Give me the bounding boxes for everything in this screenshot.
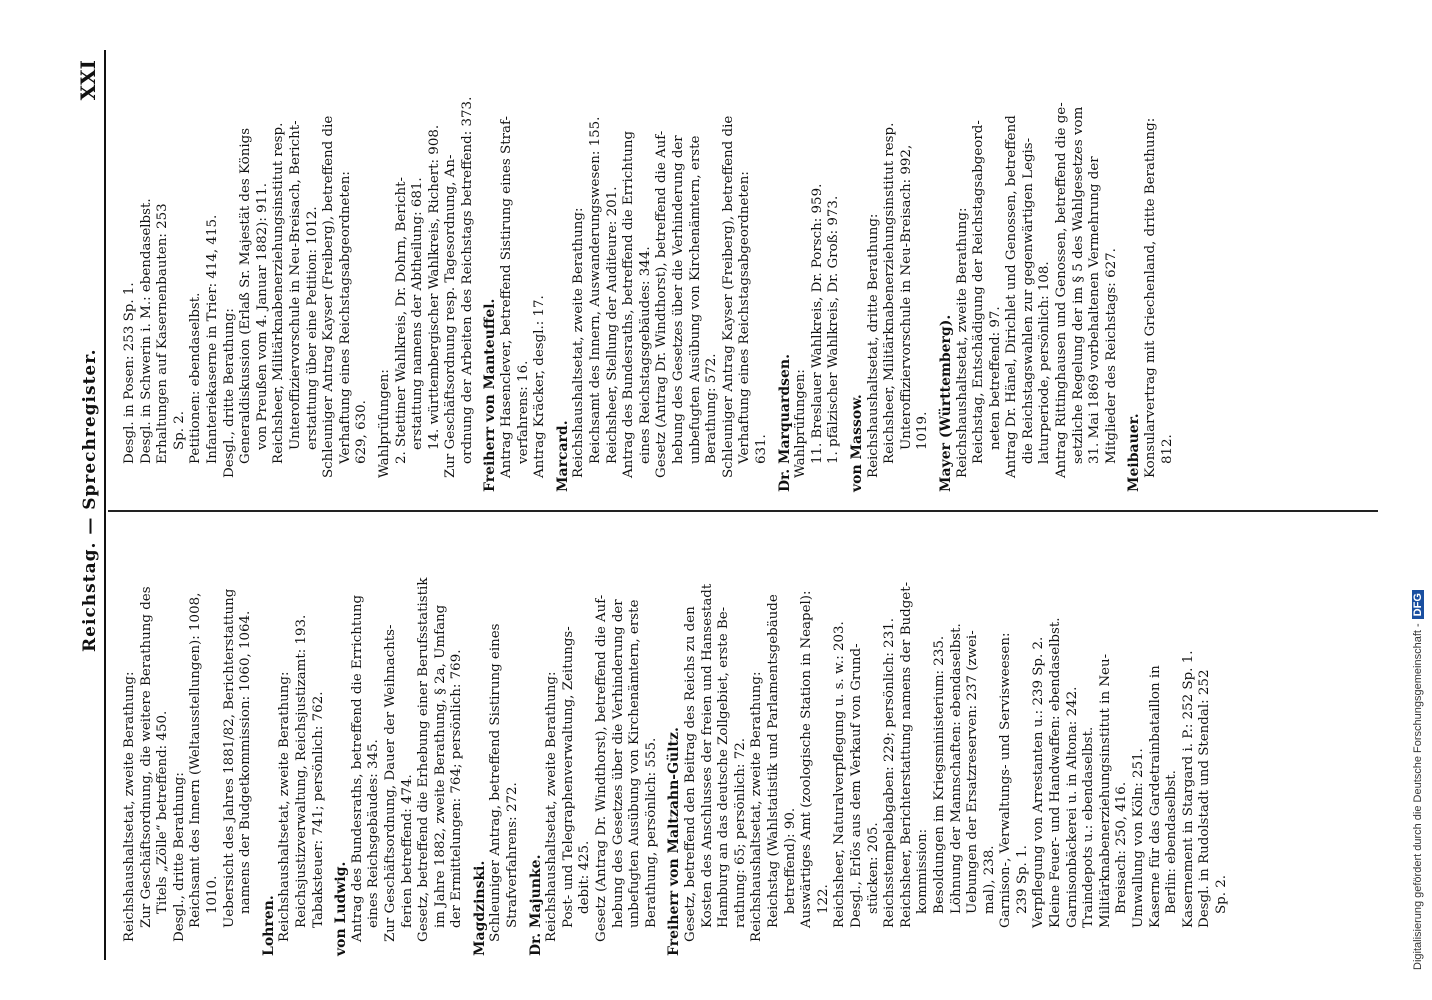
entry-line: Gesetz (Antrag Dr. Windthorst), betreffend die Auf- xyxy=(594,594,610,942)
entry-line: Reichshaushaltsetat, dritte Berathung: xyxy=(865,213,881,478)
index-entry xyxy=(377,62,477,492)
entry-speaker-name: Dr. Marquardsen. xyxy=(776,354,793,492)
entry-line: Antrag des Bundesraths, betreffend die Errichtung xyxy=(349,594,365,942)
index-entry xyxy=(666,526,1230,956)
index-entry xyxy=(472,526,522,956)
entry-speaker-name: von Massow. xyxy=(848,394,865,492)
index-entry xyxy=(849,62,932,492)
entry-line: Unteroffiziervorschule in Neu-Breisach: 992, xyxy=(898,144,914,450)
entry-speaker-name: Meibauer. xyxy=(1126,413,1143,492)
index-entry xyxy=(261,526,327,956)
entry-line: Mitglieder des Reichstags: 627. xyxy=(1103,248,1119,464)
entry-speaker-name: Mayer (Württemberg). xyxy=(937,314,954,492)
entry-line: Sp. 2. xyxy=(171,410,187,450)
entry-line: Strafverfahrens: 272. xyxy=(505,782,521,928)
page-title: Reichstag. — Sprechregister. xyxy=(80,348,100,652)
entry-line: eines Reichsgebäudes: 345. xyxy=(366,739,382,928)
entry-line: Desgl. in Rudolstadt und Stendal: 252 xyxy=(1197,669,1213,928)
entry-line: Reichshaushaltsetat, zweite Berathung: xyxy=(749,671,765,942)
entry-line: Petitionen: ebendaselbst. xyxy=(188,292,204,464)
entry-line: Reichstag, Entschädigung der Reichstagsabgeord- xyxy=(971,120,987,464)
index-entry xyxy=(1126,62,1176,492)
entry-line: 2. Stettiner Wahlkreis, Dr. Dohrn, Bericht- xyxy=(393,177,409,464)
entry-line: Hamburg an das deutsche Zollgebiet, erste Be- xyxy=(716,606,732,928)
entry-line: debit: 425. xyxy=(577,840,593,914)
entry-line: der Ermittelungen: 764; persönlich: 769. xyxy=(449,649,465,928)
entry-line: Desgl., Erlös aus dem Verkauf von Grund- xyxy=(848,643,864,928)
entry-line: kommission: xyxy=(915,828,931,914)
entry-line: Kosten des Anschlusses der freien und Hansestadt xyxy=(699,583,715,928)
entry-line: rathung: 65; persönlich: 72. xyxy=(732,738,748,928)
entry-line: neten betreffend: 97. xyxy=(987,306,1003,450)
entry-line: 1. pfälzischer Wahlkreis, Dr. Groß: 973. xyxy=(826,195,842,464)
entry-line: Berathung: 572. xyxy=(704,353,720,464)
entry-line: Reichshaushaltsetat, zweite Berathung: xyxy=(122,671,137,942)
entry-line: Titels „Zölle“ betreffend: 450. xyxy=(155,710,171,914)
entry-line: Schleuniger Antrag Kayser (Freiberg), betreffend die xyxy=(720,115,736,478)
entry-line: Verhaftung eines Reichstagsabgeordneten: xyxy=(737,171,753,464)
entry-line: Antrag Dr. Hänel, Dirichlet und Genossen, betreffend xyxy=(1004,115,1020,478)
entry-line: Wahlprüfungen: xyxy=(376,369,392,478)
column-divider xyxy=(108,511,1378,513)
page-header xyxy=(60,60,100,960)
entry-line: Zur Geschäftsordnung, die weitere Berathung des xyxy=(138,586,154,928)
right-column xyxy=(122,62,1182,492)
entry-line: die Reichstagswahlen zur gegenwärtigen Legis- xyxy=(1020,137,1036,464)
index-entry xyxy=(528,526,661,956)
entry-line: Reichsheer, Naturalverpflegung u. s. w.: 203. xyxy=(832,621,848,928)
entry-line: Verpflegung von Arrestanten u.: 239 Sp. 2. xyxy=(1031,636,1047,928)
entry-line: Antrag des Bundesraths, betreffend die Errichtung xyxy=(621,130,637,478)
entry-line: unbefugten Ausübung von Kirchenämtern, erste xyxy=(627,599,643,928)
entry-line: erstattung über eine Petition: 1012. xyxy=(304,206,320,450)
entry-line: 629, 630. xyxy=(354,400,370,464)
entry-line: Reichsjustizverwaltung, Reichsjustizamt: 193. xyxy=(293,614,309,928)
entry-line: Umwallung von Köln: 251. xyxy=(1131,748,1147,928)
entry-line: Antrag Kräcker, desgl.: 17. xyxy=(532,295,548,478)
entry-line: Antrag Hasenclever, betreffend Sistirung eines Straf- xyxy=(499,116,515,478)
entry-line: 122. xyxy=(815,884,831,914)
entry-line: 31. Mai 1869 vorbehaltenen Vermehrung der xyxy=(1087,156,1103,464)
entry-line: Reichshaushaltsetat, zweite Berathung: xyxy=(571,207,587,478)
entry-line: Reichsamt des Innern (Weltausstellungen): 1008, xyxy=(188,592,204,928)
entry-line: mal), 238. xyxy=(981,845,997,914)
entry-line: Zur Geschäftsordnung resp. Tagesordnung, An- xyxy=(443,154,459,478)
entry-line: Zur Geschäftsordnung, Dauer der Weihnachts- xyxy=(382,624,398,942)
entry-line: eines Reichstagsgebäudes: 344. xyxy=(637,246,653,464)
left-column xyxy=(122,526,1237,956)
entry-line: Löhnung der Mannschaften: ebendaselbst. xyxy=(948,623,964,914)
entry-line: Uebungen der Ersatzreserven: 237 (zwei- xyxy=(965,630,981,914)
entry-line: Tabaksteuer: 741; persönlich: 762. xyxy=(310,691,326,928)
entry-line: Reichstag (Wahlstatistik und Parlamentsgebäude xyxy=(765,594,781,928)
entry-line: Sp. 2. xyxy=(1214,874,1229,914)
entry-speaker-name: Magdzinski. xyxy=(471,860,488,956)
index-entry xyxy=(122,62,371,492)
entry-line: Gesetz (Antrag Dr. Windthorst), betreffend die Auf- xyxy=(654,130,670,478)
entry-line: Berathung, persönlich: 555. xyxy=(643,737,659,928)
index-entry xyxy=(938,62,1121,492)
entry-line: Reichsheer, Militärknabenerziehungsinstitut resp. xyxy=(882,122,898,464)
header-rule xyxy=(104,50,106,960)
entry-line: Antrag Rittinghausen und Genossen, betreffend die ge- xyxy=(1054,102,1070,478)
entry-line: Erhaltungen auf Kasernenbauten: 253 xyxy=(155,203,171,464)
entry-line: stücken: 205. xyxy=(865,822,881,914)
entry-line: 631. xyxy=(753,434,769,464)
entry-line: 1019. xyxy=(915,411,931,450)
entry-line: Desgl., dritte Berathung: xyxy=(221,308,237,478)
digitization-credit xyxy=(1412,590,1424,970)
entry-line: Kaserne für das Gardetrainbataillon in xyxy=(1147,665,1163,928)
entry-speaker-name: von Ludwig. xyxy=(333,861,350,956)
entry-line: hebung des Gesetzes über die Verhinderung der xyxy=(671,135,686,464)
credit-text: Digitalisierung gefördert durch die Deutsche Forschungsgemeinschaft - xyxy=(1412,623,1424,970)
entry-line: Desgl. in Schwerin i. M.: ebendaselbst. xyxy=(138,198,154,464)
entry-line: Reichsamt des Innern, Auswanderungswesen: 155. xyxy=(588,116,604,464)
entry-line: Schleuniger Antrag Kayser (Freiberg), betreffend die xyxy=(321,115,337,478)
entry-line: Generaldiskussion (Erlaß Sr. Majestät des Königs xyxy=(238,127,254,464)
index-entry xyxy=(555,62,771,492)
entry-line: Reichshaushaltsetat, zweite Berathung: xyxy=(954,207,970,478)
entry-line: 812. xyxy=(1159,434,1175,464)
entry-line: Kleine Feuer- und Handwaffen: ebendaselbst. xyxy=(1048,617,1064,928)
index-entry xyxy=(333,526,466,956)
entry-line: Reichsheer, Militärknabenerziehungsinstitut resp. xyxy=(271,122,287,464)
index-entry xyxy=(482,62,548,492)
entry-line: hebung des Gesetzes über die Verhinderung der xyxy=(610,599,626,928)
entry-line: von Preußen vom 4. Januar 1882): 911. xyxy=(254,183,270,450)
entry-line: erstattung namens der Abtheilung: 681. xyxy=(410,177,426,450)
entry-line: Garnisonbäckerei u. in Altona: 242. xyxy=(1064,686,1080,928)
entry-speaker-name: Freiherr von Manteuffel. xyxy=(482,298,499,492)
entry-line: Infanteriekaserne in Trier: 414, 415. xyxy=(204,214,220,464)
entry-line: Gesetz, betreffend die Erhebung einer Berufsstatistik xyxy=(416,577,432,942)
entry-line: 1010. xyxy=(204,875,220,914)
entry-line: Post- und Telegraphenverwaltung, Zeitungs- xyxy=(560,626,576,928)
entry-line: Gesetz, betreffend den Beitrag des Reichs zu den xyxy=(683,606,698,942)
entry-line: Reichsheer, Stellung der Auditeure: 201. xyxy=(604,186,620,464)
entry-line: Verhaftung eines Reichstagsabgeordneten: xyxy=(337,171,353,464)
entry-line: Konsularvertrag mit Griechenland, dritte Berathung: xyxy=(1143,117,1159,478)
entry-line: ferien betreffend: 474. xyxy=(399,774,415,928)
entry-line: Breisach: 250, 416. xyxy=(1114,781,1130,914)
entry-line: ordnung der Arbeiten des Reichstags betreffend: 373. xyxy=(459,96,475,464)
index-entry xyxy=(777,62,843,492)
entry-line: Reichshaushaltsetat, zweite Berathung: xyxy=(544,671,560,942)
entry-line: betreffend): 90. xyxy=(782,807,798,914)
entry-line: laturperiode, persönlich: 108. xyxy=(1037,261,1053,464)
entry-line: 14. württembergischer Wahlkreis, Richert: 908. xyxy=(426,124,442,450)
entry-line: 11. Breslauer Wahlkreis, Dr. Porsch: 959. xyxy=(809,183,825,464)
entry-speaker-name: Lohren. xyxy=(260,895,277,956)
entry-line: setzliche Regelung der im § 5 des Wahlgesetzes vom xyxy=(1070,106,1086,464)
entry-line: Besoldungen im Kriegsministerium: 235. xyxy=(931,635,947,914)
entry-line: 239 Sp. 1. xyxy=(1014,845,1030,914)
entry-line: Reichsheer, Berichterstattung namens der Budget- xyxy=(898,581,914,928)
entry-speaker-name: Dr. Majunke. xyxy=(527,854,544,956)
dfg-logo: DFG xyxy=(1412,590,1424,619)
entry-line: Reichsstempelabgaben: 229; persönlich: 231. xyxy=(882,618,898,928)
entry-line: Desgl., dritte Berathung: xyxy=(171,772,187,942)
entry-line: Unteroffiziervorschule in Neu-Breisach, Bericht- xyxy=(287,120,303,450)
entry-line: namens der Budgetkommission: 1060, 1064. xyxy=(238,610,254,914)
entry-line: Uebersicht des Jahres 1881/82, Berichterstattung xyxy=(221,588,237,928)
entry-line: Wahlprüfungen: xyxy=(793,369,809,478)
entry-line: Schleuniger Antrag, betreffend Sistirung eines xyxy=(488,623,504,942)
entry-line: im Jahre 1882, zweite Berathung, § 2a, Umfang xyxy=(432,604,448,928)
entry-line: Traindepots u.: ebendaselbst. xyxy=(1081,726,1097,928)
entry-line: Militärknabenerziehungsinstitut in Neu- xyxy=(1097,653,1113,928)
entry-speaker-name: Freiherr von Maltzahn-Gültz. xyxy=(666,727,683,956)
index-entry xyxy=(122,526,255,956)
entry-line: verfahrens: 16. xyxy=(515,360,531,464)
entry-line: Auswärtiges Amt (zoologische Station in Neapel): xyxy=(799,590,815,928)
entry-line: Reichshaushaltsetat, zweite Berathung: xyxy=(277,671,293,942)
entry-line: Desgl. in Posen: 253 Sp. 1. xyxy=(122,282,137,464)
entry-line: Berlin: ebendaselbst. xyxy=(1164,770,1180,914)
entry-line: unbefugten Ausübung von Kirchenämtern, erste xyxy=(687,135,703,464)
page-number: XXI xyxy=(76,60,100,101)
entry-speaker-name: Marcard. xyxy=(554,420,571,492)
entry-line: Garnison-, Verwaltungs- und Servisweesen: xyxy=(998,632,1014,928)
entry-line: Kasernement in Stargard i. P.: 252 Sp. 1. xyxy=(1180,650,1196,928)
